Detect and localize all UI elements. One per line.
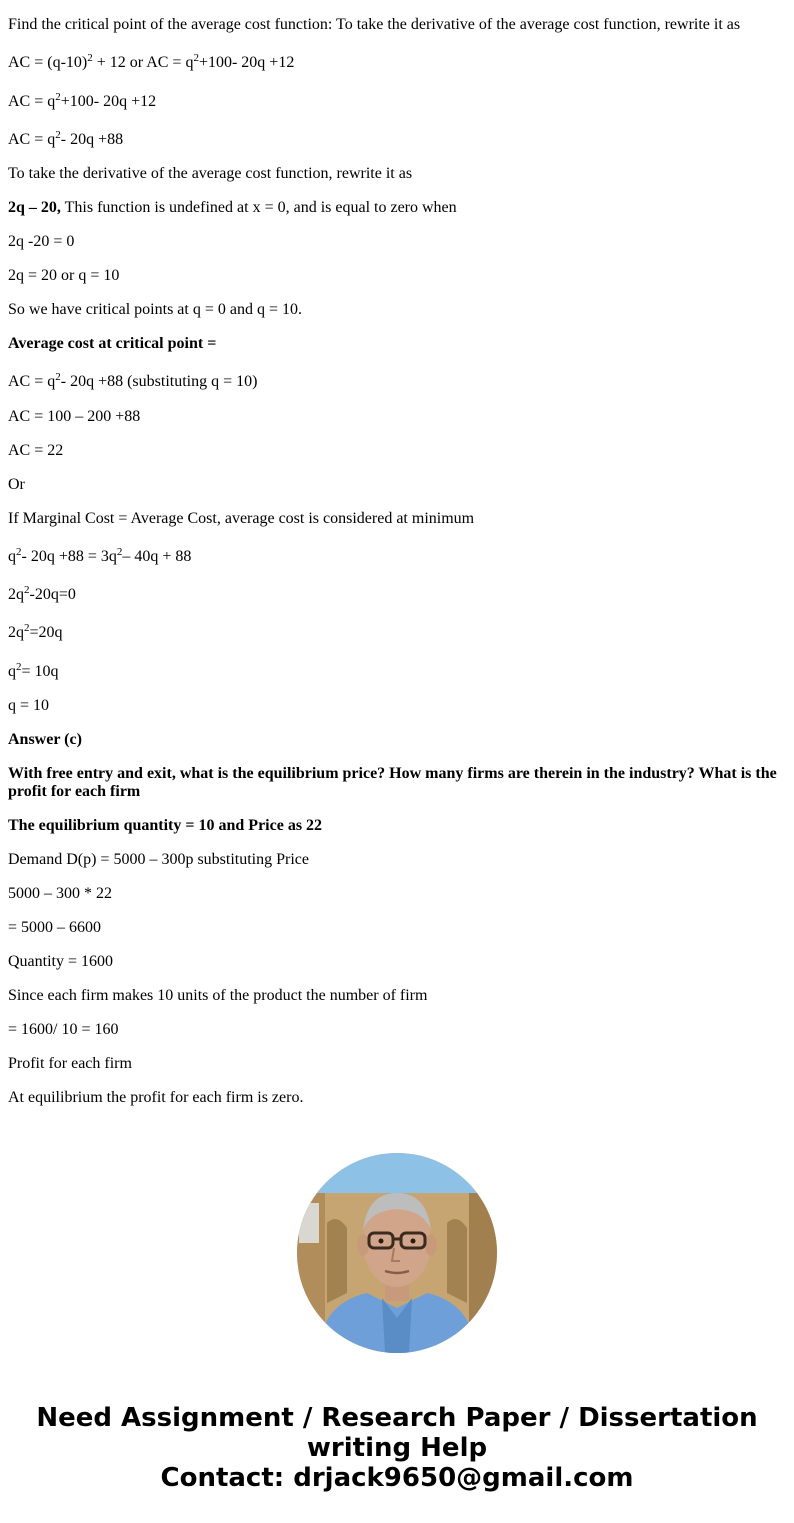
equation-line: 2q -20 = 0 [8, 233, 75, 250]
equation-line: Quantity = 1600 [8, 953, 114, 970]
section-heading: The equilibrium quantity = 10 and Price as 22 [8, 817, 323, 834]
cta-line: writing Help [306, 1433, 488, 1463]
text-line: Since each firm makes 10 units of the product the number of firm [8, 987, 428, 1004]
equation-line: AC = $(q-10)^2 + 12$ or AC = $q^2+100-$ 20q +12 [8, 52, 295, 71]
equation-line: $q^2-$ $20q +88 = 3q^2-$ 40q + 88 [8, 546, 192, 565]
section-heading: Average cost at critical point = [8, 335, 217, 352]
equation-line: $2q^2=20q$ [8, 622, 63, 641]
equation-line: = 1600/ 10 = 160 [8, 1021, 119, 1038]
equation-line: AC = $q^2-$ 20q +88 [8, 129, 124, 148]
equation-line: 5000 – 300 * 22 [8, 885, 112, 902]
text-line: At equilibrium the profit for each firm is zero. [8, 1089, 304, 1106]
text-line: Demand D(p) = 5000 – 300p substituting Price [8, 851, 309, 868]
equation-line: AC = $q^2+100-$ 20q +12 [8, 91, 157, 110]
text-line: Profit for each firm [8, 1055, 132, 1072]
equation-line: $2q^2-20q=0$ [8, 584, 76, 603]
cta-line: Need Assignment / Research Paper / Dissertation [36, 1403, 758, 1433]
equation-line: AC = 100 – 200 +88 [8, 408, 141, 425]
equation-line: AC = $q^2-$ 20q +88 (substituting q = 10) [8, 371, 258, 390]
equation-line: 2q = 20 or q = 10 [8, 267, 120, 284]
equation-line: q = 10 [8, 697, 50, 714]
author-avatar [297, 1153, 497, 1353]
equation-line: $q^2= 10q$ [8, 661, 59, 680]
contact-banner [0, 1403, 794, 1493]
person-portrait-icon [297, 1153, 497, 1353]
text-line: 2q – 20, This function is undefined at x = 0, and is equal to zero when [8, 199, 457, 216]
contact-email[interactable]: Contact: drjack9650@gmail.com [160, 1463, 634, 1493]
equation-line: = 5000 – 6600 [8, 919, 102, 936]
question-heading: With free entry and exit, what is the equilibrium price? How many firms are therein in the industry? What is the profit for each firm [8, 765, 777, 800]
text-line: So we have critical points at q = 0 and q = 10. [8, 301, 302, 318]
text-line: To take the derivative of the average cost function, rewrite it as [8, 165, 413, 182]
text-line: Find the critical point of the average cost function: To take the derivative of the average cost function, rewrite it as [8, 16, 741, 33]
equation-line: AC = 22 [8, 442, 64, 459]
text-line: If Marginal Cost = Average Cost, average cost is considered at minimum [8, 510, 475, 527]
section-heading: Answer (c) [8, 731, 82, 748]
text-line: Or [8, 476, 25, 493]
